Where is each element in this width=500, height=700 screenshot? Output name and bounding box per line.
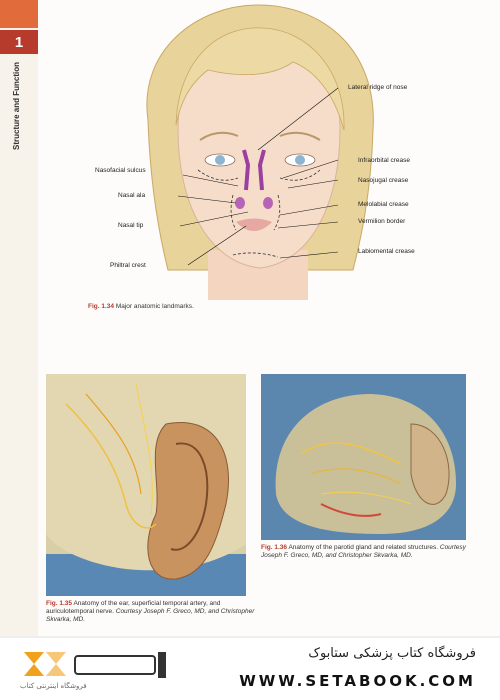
store-name: فروشگاه کتاب پزشکی ستابوک — [308, 646, 476, 661]
label-nasojugal-crease: Nasojugal crease — [358, 177, 409, 184]
parotid-anatomy-photo — [261, 374, 466, 540]
label-lateral-ridge: Lateral ridge of nose — [348, 84, 408, 91]
store-footer — [0, 636, 500, 700]
figure-1-34-caption — [88, 303, 388, 311]
label-infraorbital-crease: Infraorbital crease — [358, 157, 411, 164]
face-illustration — [88, 0, 428, 305]
figure-1-36-number: Fig. 1.36 — [261, 544, 288, 551]
figure-1-36-credit: Courtesy Joseph F. Greco, MD, and Christopher Skvarka, MD. — [261, 544, 466, 559]
figure-1-34-number: Fig. 1.34 — [88, 303, 115, 310]
figure-1-34-text: Major anatomic landmarks. — [115, 303, 194, 310]
label-nasal-ala: Nasal ala — [118, 192, 146, 199]
figure-1-35-credit: Courtesy Joseph F. Greco, MD, and Christopher Skvarka, MD. — [46, 608, 255, 623]
label-melolabial-crease: Melolabial crease — [358, 201, 409, 208]
label-labiomental-crease: Labiomental crease — [358, 248, 415, 255]
figure-1-35-number: Fig. 1.35 — [46, 600, 73, 607]
footer-divider — [0, 636, 500, 638]
chapter-sidebar — [0, 0, 38, 636]
setabook-logo-icon — [20, 648, 170, 682]
figure-1-36-text: Anatomy of the parotid gland and related structures. — [288, 544, 439, 551]
ear-anatomy-photo — [46, 374, 246, 596]
logo-subtitle: فروشگاه اینترنتی کتاب — [20, 682, 87, 690]
section-title: Structure and Function — [12, 62, 21, 150]
figure-1-35-text: Anatomy of the ear, superficial temporal artery, and auriculotemporal nerve. — [46, 600, 221, 615]
figure-1-35-caption — [46, 600, 256, 624]
chapter-tab-accent — [0, 0, 38, 28]
label-philtral-crest: Philtral crest — [110, 262, 146, 269]
label-nasofacial-sulcus: Nasofacial sulcus — [95, 167, 146, 174]
label-vermilion-border: Vermilion border — [358, 218, 406, 225]
label-nasal-tip: Nasal tip — [118, 222, 144, 229]
figure-1-36-caption — [261, 544, 466, 560]
store-url[interactable]: WWW.SETABOOK.COM — [239, 672, 476, 690]
chapter-number: 1 — [0, 30, 38, 54]
